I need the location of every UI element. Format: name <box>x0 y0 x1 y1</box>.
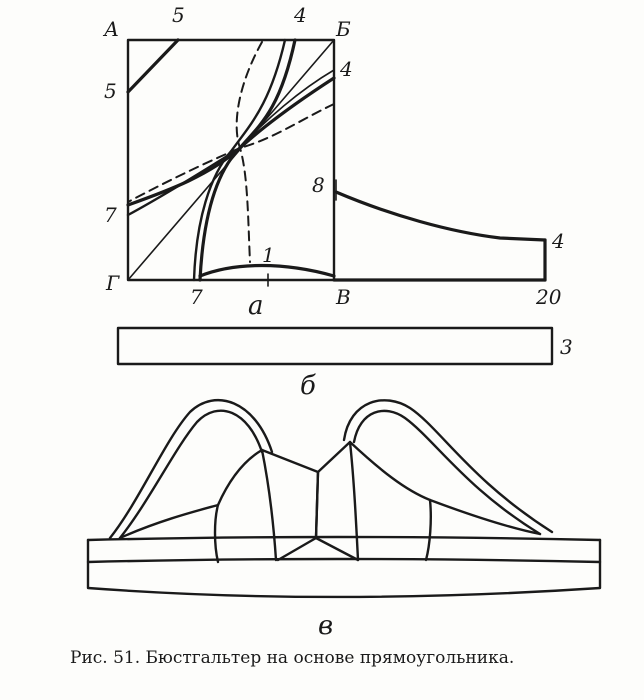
part-a-drawing <box>128 40 545 286</box>
corner-cut-line <box>128 40 178 92</box>
label-7-left: 7 <box>104 203 117 227</box>
label-V: В <box>336 285 351 309</box>
label-G: Г <box>106 271 120 295</box>
label-3: 3 <box>560 335 573 359</box>
label-4-right: 4 <box>340 57 353 81</box>
cup-curve-3 <box>128 78 334 205</box>
center-gore <box>278 472 358 560</box>
left-strap-inner <box>120 411 262 538</box>
bottom-arc <box>200 266 334 277</box>
label-8: 8 <box>312 173 325 197</box>
waistband-strip <box>118 328 552 364</box>
bra-band-seam <box>88 559 600 562</box>
label-4-top: 4 <box>294 3 307 27</box>
label-5-top: 5 <box>172 3 185 27</box>
figure-caption: Рис. 51. Бюстгальтер на основе прямоугольника. <box>70 648 515 668</box>
label-a: а <box>248 291 264 321</box>
sublabel-b: б <box>300 371 316 401</box>
left-cup-seam-2 <box>262 450 276 560</box>
cup-curve-5 <box>128 148 240 215</box>
strap-top-line <box>336 192 545 240</box>
left-cup-seam-1 <box>215 505 218 562</box>
assembled-bra-drawing <box>88 400 600 597</box>
right-strap-inner <box>354 411 540 534</box>
label-4-far: 4 <box>552 229 565 253</box>
bra-band-outline <box>88 540 600 597</box>
sublabel-v: в <box>318 611 334 641</box>
right-cup-seam-2 <box>426 500 431 560</box>
cup-curve-1 <box>200 40 295 280</box>
right-strap-outer <box>344 400 552 532</box>
label-7-bottom: 7 <box>190 285 203 309</box>
label-A: А <box>104 17 120 41</box>
label-B-top: Б <box>336 17 351 41</box>
label-5-left: 5 <box>104 79 117 103</box>
bra-band-top <box>88 537 600 540</box>
label-1: 1 <box>262 243 275 267</box>
label-20: 20 <box>536 285 562 309</box>
dashed-arc-1 <box>237 42 262 262</box>
right-cup-seam-1 <box>350 442 358 560</box>
